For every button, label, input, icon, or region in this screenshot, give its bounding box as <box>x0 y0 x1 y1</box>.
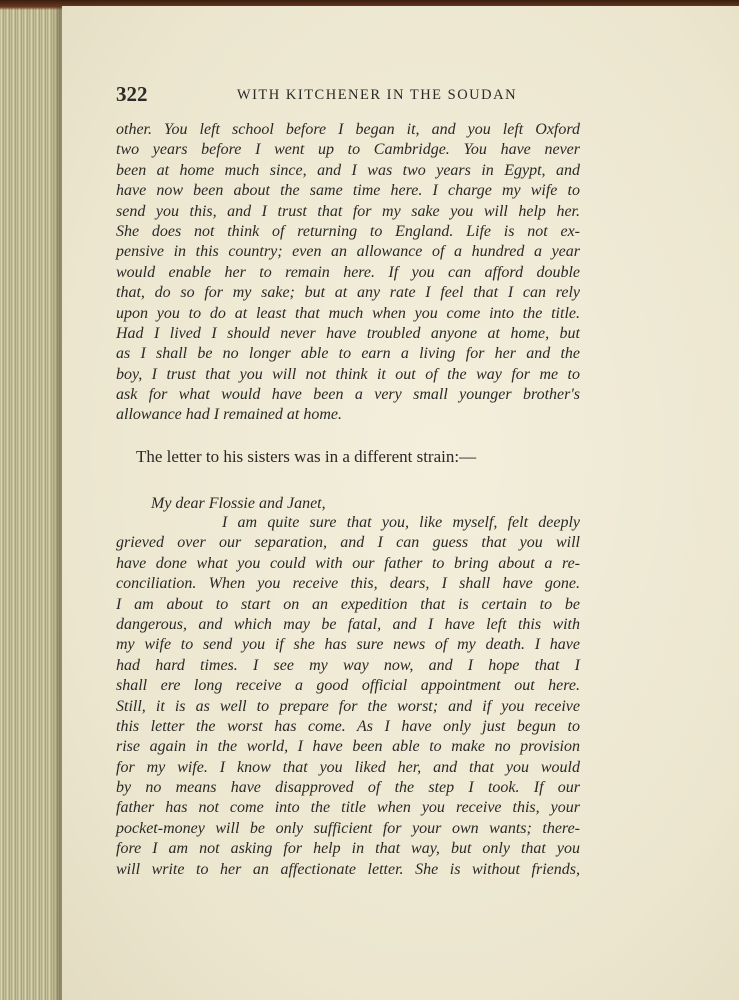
text-line: pocket-money will be only sufficient for your own wants; there- <box>116 819 580 837</box>
text-line: by no means have disapproved of the step I took. If our <box>116 779 580 797</box>
text-line: shall ere long receive a good official appointment out here. <box>116 677 580 695</box>
text-line: have done what you could with our father to bring about a re- <box>116 554 580 572</box>
text-line: pensive in this country; even an allowance of a hundred a year <box>116 243 580 261</box>
text-line: two years before I went up to Cambridge. You have never <box>116 141 580 159</box>
text-line: other. You left school before I began it, and you left Oxford <box>116 121 580 138</box>
narration-line: The letter to his sisters was in a different strain:— <box>136 447 477 466</box>
text-line: this letter the worst has come. As I have only just begun to <box>116 717 580 735</box>
text-line: that, do so for my sake; but at any rate I feel that I can rely <box>116 284 580 302</box>
text-line: my wife to send you if she has sure news of my death. I have <box>116 636 580 654</box>
text-line: dangerous, and which may be fatal, and I have left this with <box>116 615 580 633</box>
text-line: Still, it is as well to prepare for the worst; and if you receive <box>116 697 580 715</box>
text-line: would enable her to remain here. If you can afford double <box>116 263 580 281</box>
text-line: for my wife. I know that you liked her, and that you would <box>116 758 580 776</box>
text-line: fore I am not asking for help in that way, but only that you <box>116 840 580 858</box>
text-line: I am quite sure that you, like myself, felt deeply <box>222 514 580 531</box>
letter-one-paragraph <box>116 120 580 426</box>
text-line: grieved over our separation, and I can guess that you will <box>116 534 580 552</box>
text-line: I am about to start on an expedition that is certain to be <box>116 595 580 613</box>
text-line: send you this, and I trust that for my sake you will help her. <box>116 202 580 220</box>
letter-two-paragraph <box>116 513 580 880</box>
text-line: ask for what would have been a very small younger brother's <box>116 386 580 404</box>
running-title: WITH KITCHENER IN THE SOUDAN <box>236 87 518 103</box>
text-line: as I shall be no longer able to earn a living for her and the <box>116 345 580 363</box>
text-line: will write to her an affectionate letter. She is without friends, <box>116 860 580 878</box>
text-line: allowance had I remained at home. <box>116 406 343 424</box>
text-line: have now been about the same time here. I charge my wife to <box>116 182 580 200</box>
page-header <box>116 82 576 108</box>
text-line: upon you to do at least that much when you come into the title. <box>116 304 580 322</box>
text-line: Had I lived I should never have troubled anyone at home, but <box>116 324 580 342</box>
book-page-edges <box>0 0 62 1000</box>
text-line: been at home much since, and I was two years in Egypt, and <box>116 161 580 179</box>
text-line: rise again in the world, I have been able to make no provision <box>116 738 580 756</box>
text-line: conciliation. When you receive this, dears, I shall have gone. <box>116 575 580 593</box>
text-line: boy, I trust that you will not think it out of the way for me to <box>116 365 580 383</box>
text-line: She does not think of returning to England. Life is not ex- <box>116 222 580 240</box>
text-line: had hard times. I see my way now, and I hope that I <box>116 656 580 674</box>
text-line: father has not come into the title when you receive this, your <box>116 799 580 817</box>
page-number: 322 <box>116 82 148 106</box>
letter-salutation: My dear Flossie and Janet, <box>151 495 326 512</box>
